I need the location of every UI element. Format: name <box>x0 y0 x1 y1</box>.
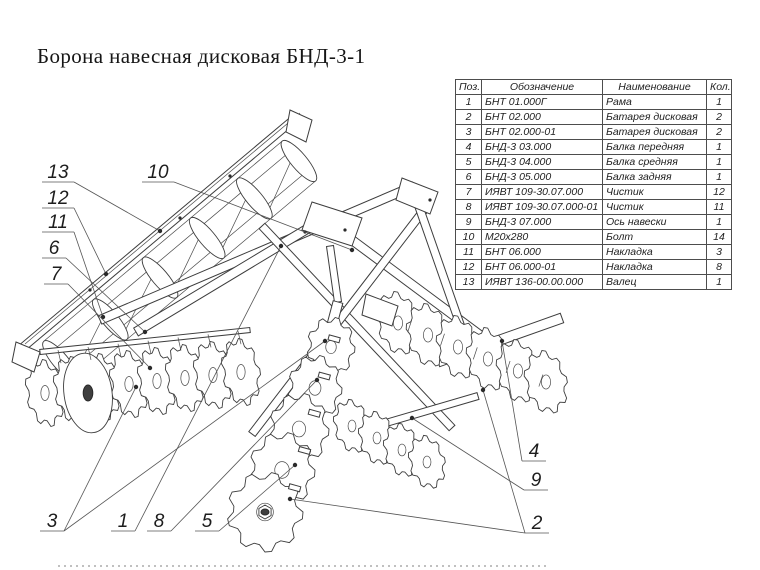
callout-number: 4 <box>528 441 540 462</box>
table-row <box>456 260 732 275</box>
table-row <box>456 140 732 155</box>
table-cell-name: Накладка <box>603 245 707 260</box>
table-cell-name: Батарея дисковая <box>603 125 707 140</box>
table-cell-pos: 9 <box>456 215 482 230</box>
table-cell-pos: 1 <box>456 95 482 110</box>
callout-number: 1 <box>117 511 129 532</box>
table-cell-code: ИЯВТ 109-30.07.000 <box>482 185 603 200</box>
table-cell-pos: 13 <box>456 275 482 290</box>
table-row <box>456 215 732 230</box>
table-cell-name: Ось навески <box>603 215 707 230</box>
table-cell-qty: 8 <box>707 260 732 275</box>
table-cell-name: Рама <box>603 95 707 110</box>
table-cell-qty: 11 <box>707 200 732 215</box>
column-header: Обозначение <box>482 80 603 95</box>
callout-number: 3 <box>46 511 58 532</box>
table-row <box>456 230 732 245</box>
table-cell-pos: 7 <box>456 185 482 200</box>
table-cell-code: ИЯВТ 136-00.00.000 <box>482 275 603 290</box>
table-cell-pos: 10 <box>456 230 482 245</box>
table-cell-name: Накладка <box>603 260 707 275</box>
callout-number: 7 <box>50 264 62 285</box>
table-cell-pos: 2 <box>456 110 482 125</box>
callout-number: 6 <box>48 238 60 259</box>
callout-number: 5 <box>201 511 213 532</box>
table-row <box>456 155 732 170</box>
table-cell-code: БНТ 01.000Г <box>482 95 603 110</box>
table-cell-qty: 2 <box>707 125 732 140</box>
table-cell-code: БНТ 02.000-01 <box>482 125 603 140</box>
table-cell-qty: 1 <box>707 140 732 155</box>
table-cell-code: БНД-3 07.000 <box>482 215 603 230</box>
table-cell-qty: 12 <box>707 185 732 200</box>
table-cell-code: БНТ 02.000 <box>482 110 603 125</box>
table-cell-code: БНД-3 05.000 <box>482 170 603 185</box>
table-cell-name: Балка передняя <box>603 140 707 155</box>
callout-number: 9 <box>530 470 542 491</box>
table-cell-name: Валец <box>603 275 707 290</box>
drawing-title: Борона навесная дисковая БНД-3-1 <box>37 44 366 68</box>
table-cell-code: ИЯВТ 109-30.07.000-01 <box>482 200 603 215</box>
table-cell-qty: 1 <box>707 215 732 230</box>
table-cell-qty: 14 <box>707 230 732 245</box>
table-cell-pos: 5 <box>456 155 482 170</box>
table-cell-pos: 4 <box>456 140 482 155</box>
table-cell-pos: 11 <box>456 245 482 260</box>
callout-number: 11 <box>48 212 68 233</box>
table-cell-pos: 12 <box>456 260 482 275</box>
table-cell-name: Чистик <box>603 200 707 215</box>
table-cell-qty: 3 <box>707 245 732 260</box>
table-cell-code: БНТ 06.000-01 <box>482 260 603 275</box>
table-row <box>456 110 732 125</box>
table-cell-qty: 1 <box>707 155 732 170</box>
callout-number: 13 <box>47 162 69 183</box>
table-cell-qty: 1 <box>707 95 732 110</box>
table-cell-code: М20х280 <box>482 230 603 245</box>
disc-batteries <box>25 292 567 553</box>
parts-table <box>455 79 732 290</box>
table-cell-name: Чистик <box>603 185 707 200</box>
table-cell-pos: 8 <box>456 200 482 215</box>
table-cell-code: БНД-3 03.000 <box>482 140 603 155</box>
table-cell-qty: 1 <box>707 170 732 185</box>
table-cell-name: Балка задняя <box>603 170 707 185</box>
column-header: Поз. <box>456 80 482 95</box>
table-cell-qty: 1 <box>707 275 732 290</box>
column-header: Наименование <box>603 80 707 95</box>
table-row <box>456 275 732 290</box>
callout-number: 8 <box>153 511 165 532</box>
table-cell-code: БНД-3 04.000 <box>482 155 603 170</box>
table-cell-pos: 6 <box>456 170 482 185</box>
table-cell-qty: 2 <box>707 110 732 125</box>
table-cell-name: Батарея дисковая <box>603 110 707 125</box>
callout-number: 2 <box>531 513 543 534</box>
table-cell-name: Болт <box>603 230 707 245</box>
table-row <box>456 245 732 260</box>
table-row <box>456 200 732 215</box>
callout-number: 10 <box>147 162 169 183</box>
parts-table-header <box>456 80 732 95</box>
table-cell-pos: 3 <box>456 125 482 140</box>
callout-number: 12 <box>47 188 69 209</box>
table-row <box>456 95 732 110</box>
table-row <box>456 125 732 140</box>
table-row <box>456 185 732 200</box>
table-cell-code: БНТ 06.000 <box>482 245 603 260</box>
table-cell-name: Балка средняя <box>603 155 707 170</box>
column-header: Кол. <box>707 80 732 95</box>
table-row <box>456 170 732 185</box>
